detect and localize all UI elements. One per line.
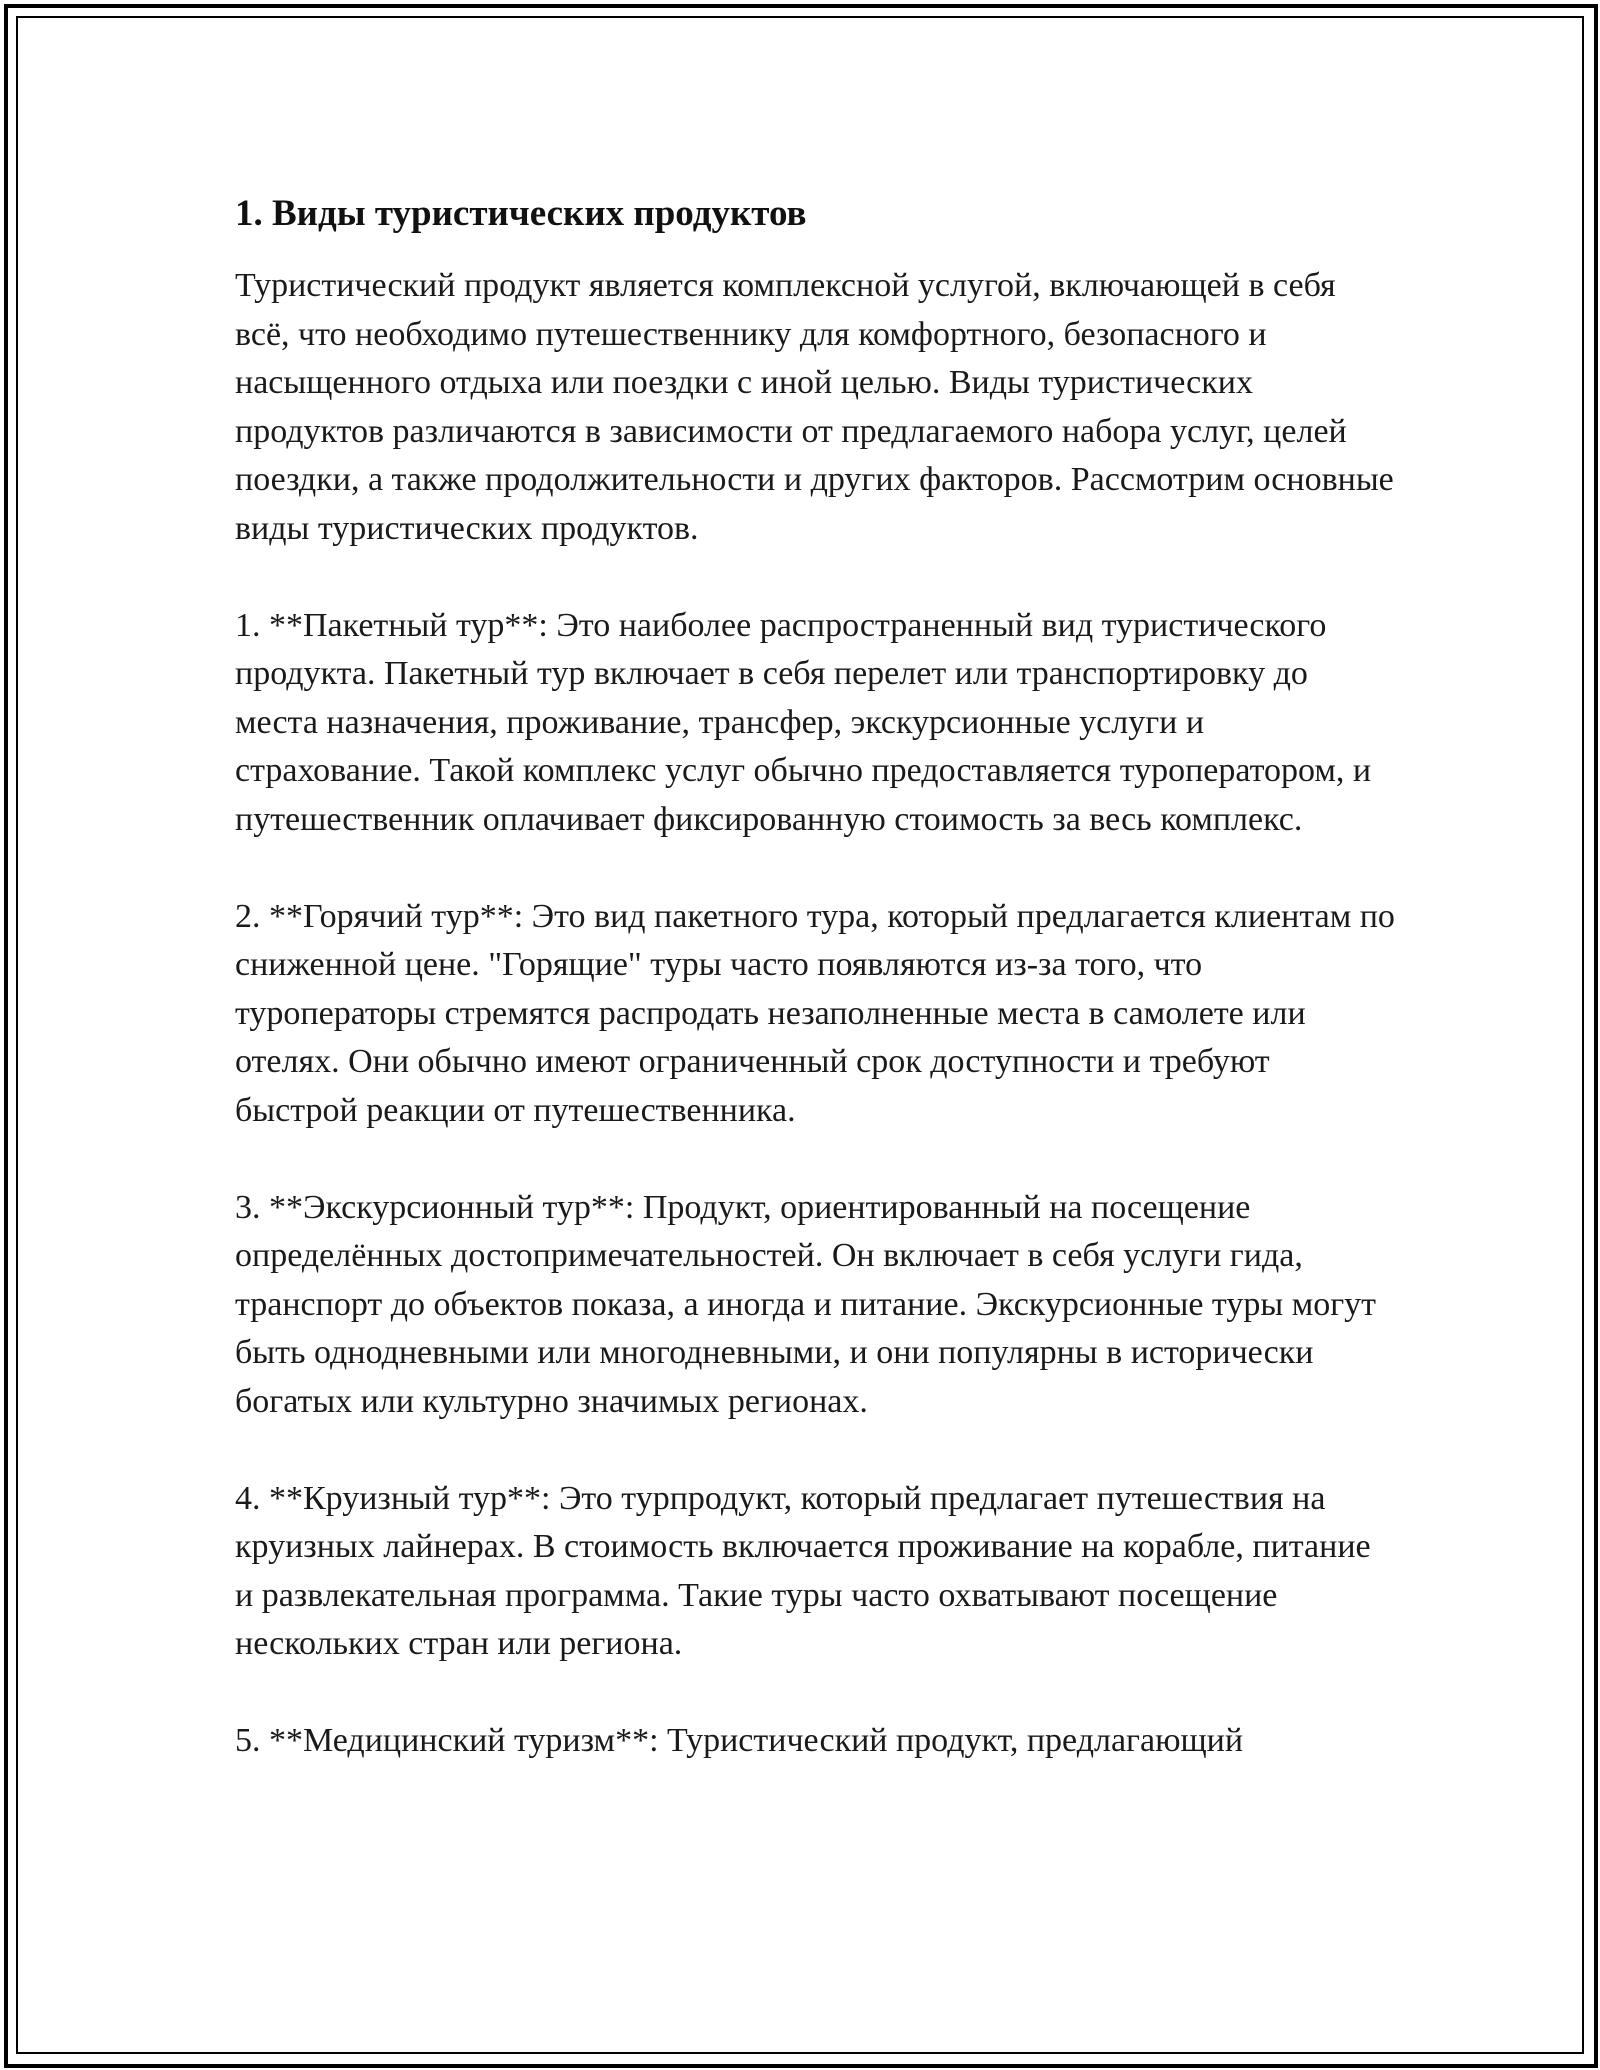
list-item-medical-tourism: 5. **Медицинский туризм**: Туристический продукт, предлагающий [235, 1722, 1244, 1760]
document-body [235, 180, 1395, 1814]
list-item-cruise-tour: 4. **Круизный тур**: Это турпродукт, который предлагает путешествия на круизных лайнерах. В стоимость включается проживание на корабле, питание и развлекательная программа. Такие туры часто охватывают посещение нескольких стран или региона. [235, 1479, 1371, 1663]
intro-paragraph: Туристический продукт является комплексной услугой, включающей в себя всё, что необходимо путешественнику для комфортного, безопасного и насыщенного отдыха или поездки с иной целью. Виды туристических продуктов различаются в зависимости от предлагаемого набора услуг, целей поездки, а также продолжительности и других факторов. Рассмотрим основные виды туристических продуктов. [235, 267, 1394, 547]
list-item-package-tour: 1. **Пакетный тур**: Это наиболее распространенный вид туристического продукта. Пакетный тур включает в себя перелет или транспортировку до места назначения, проживание, трансфер, экскурсионные услуги и страхование. Такой комплекс услуг обычно предоставляется туроператором, и путешественник оплачивает фиксированную стоимость за весь комплекс. [235, 606, 1372, 838]
list-item-hot-tour: 2. **Горячий тур**: Это вид пакетного тура, который предлагается клиентам по сниженной цене. "Горящие" туры часто появляются из-за того, что туроператоры стремятся распродать незаполненные места в самолете или отелях. Они обычно имеют ограниченный срок доступности и требуют быстрой реакции от путешественника. [235, 897, 1395, 1129]
list-item-excursion-tour: 3. **Экскурсионный тур**: Продукт, ориентированный на посещение определённых достопримечательностей. Он включает в себя услуги гида, транспорт до объектов показа, а иногда и питание. Экскурсионные туры могут быть однодневными или многодневными, и они популярны в исторически богатых или культурно значимых регионах. [235, 1188, 1377, 1420]
section-heading: 1. Виды туристических продуктов [235, 193, 807, 234]
